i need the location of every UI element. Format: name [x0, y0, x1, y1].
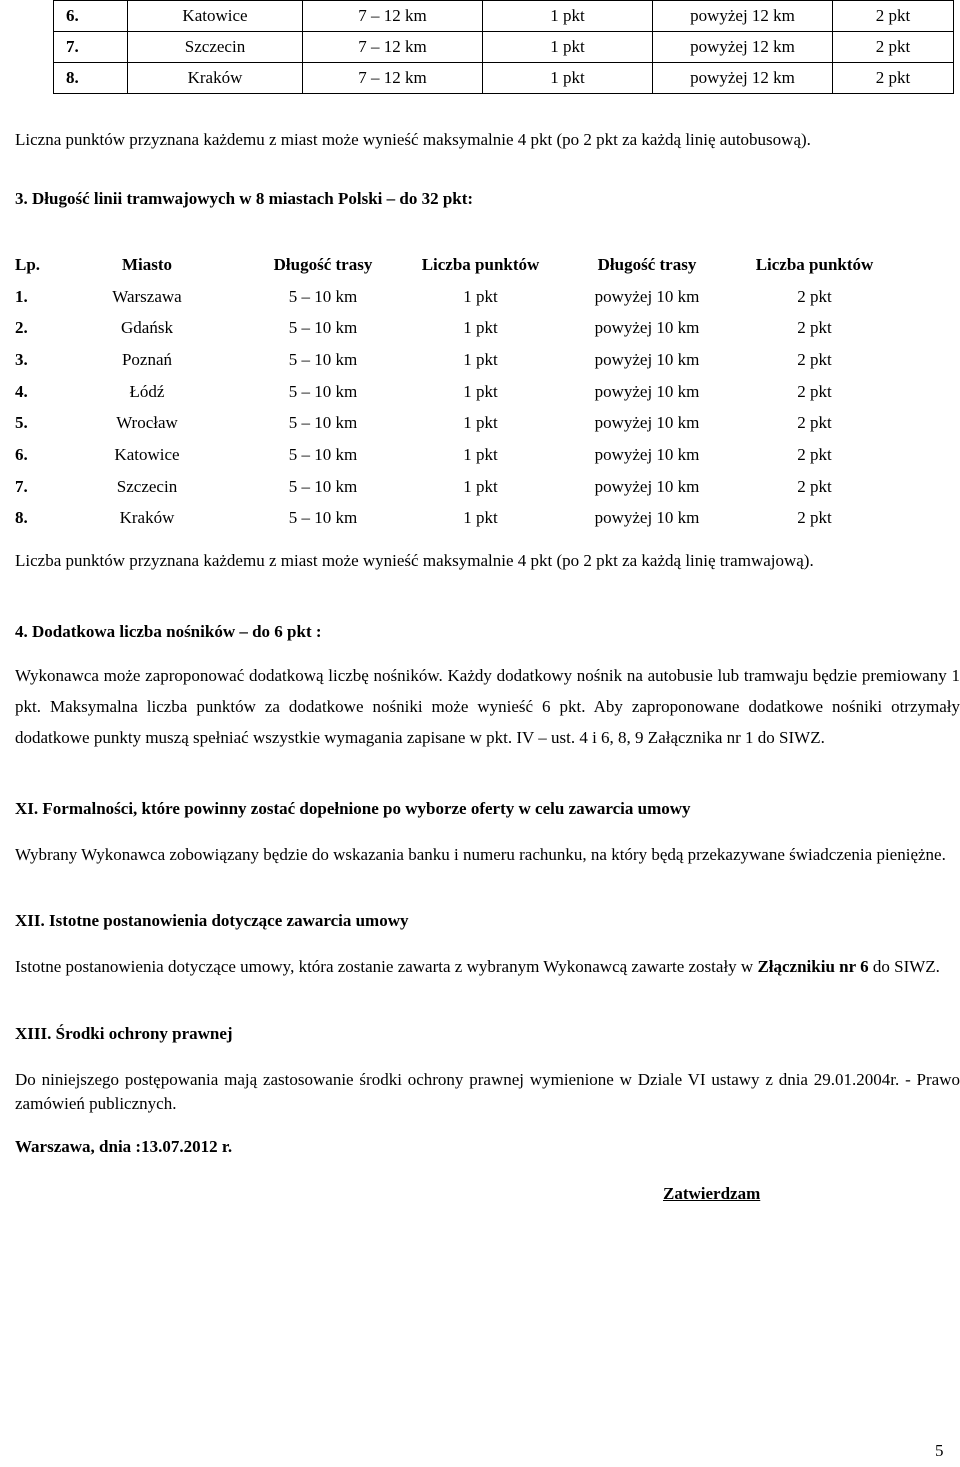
section-3-heading: 3. Długość linii tramwajowych w 8 miastach Polski – do 32 pkt: — [15, 189, 474, 208]
approval-label: Zatwierdzam — [663, 1184, 761, 1203]
cell-city: Szczecin — [116, 476, 178, 496]
section-4-text: Wykonawca może zaproponować dodatkową liczbę nośników. Każdy dodatkowy nośnik na autobusie lub tramwaju będzie premiowany 1 pkt. Maksymalna liczba punktów za dodatkowe nośniki może wynieść 6 pkt. Aby zaproponowane dodatkowe nośniki otrzymały dodatkowe punkty muszą spełniać wszystkie wymagania zapisane w pkt. IV – ust. 4 i 6, 8, 9 Załącznika nr 1 do SIWZ. — [15, 666, 960, 747]
cell-lp: 7. — [15, 476, 28, 496]
cell-len2: powyżej 10 km — [594, 381, 700, 401]
cell-len1: 7 – 12 km — [303, 63, 483, 94]
cell-len2: powyżej 10 km — [594, 508, 700, 528]
cell-pts2: 2 pkt — [797, 508, 832, 528]
cell-lp: 5. — [15, 413, 28, 433]
table-row — [13, 503, 893, 535]
cell-pts2: 2 pkt — [797, 286, 832, 306]
cell-city: Warszawa — [112, 286, 182, 306]
cell-lp: 3. — [15, 349, 28, 369]
cell-pts1: 1 pkt — [483, 32, 653, 63]
cell-len1: 5 – 10 km — [288, 444, 358, 464]
table-row — [13, 344, 893, 376]
cell-pts2: 2 pkt — [797, 413, 832, 433]
cell-lp: 1. — [15, 286, 28, 306]
cell-pts1: 1 pkt — [463, 318, 498, 338]
cell-len1: 5 – 10 km — [288, 476, 358, 496]
cell-city: Szczecin — [128, 32, 303, 63]
column-header: Lp. — [15, 254, 41, 274]
cell-city: Łódź — [129, 381, 165, 401]
cell-pts1: 1 pkt — [463, 508, 498, 528]
column-header: Liczba punktów — [755, 254, 874, 274]
bus-lines-table-tail — [53, 0, 954, 94]
section-11-heading: XI. Formalności, które powinny zostać dopełnione po wyborze oferty w celu zawarcia umowy — [15, 799, 691, 818]
cell-len2: powyżej 10 km — [594, 476, 700, 496]
column-header: Długość trasy — [597, 254, 697, 274]
cell-lp: 4. — [15, 381, 28, 401]
cell-city: Katowice — [114, 444, 180, 464]
section-13-heading: XIII. Środki ochrony prawnej — [15, 1024, 233, 1043]
cell-pts2: 2 pkt — [797, 381, 832, 401]
cell-pts2: 2 pkt — [833, 1, 954, 32]
section-4-heading: 4. Dodatkowa liczba nośników – do 6 pkt : — [15, 622, 322, 641]
tram-points-note: Liczba punktów przyznana każdemu z miast może wynieść maksymalnie 4 pkt (po 2 pkt za każdą linię tramwajową). — [15, 551, 814, 570]
cell-len2: powyżej 12 km — [653, 32, 833, 63]
cell-city: Kraków — [119, 508, 175, 528]
section-11-text: Wybrany Wykonawca zobowiązany będzie do wskazania banku i numeru rachunku, na który będą przekazywane świadczenia pieniężne. — [15, 845, 946, 864]
column-header: Liczba punktów — [421, 254, 540, 274]
table-row — [54, 63, 954, 94]
cell-len1: 5 – 10 km — [288, 286, 358, 306]
cell-pts2: 2 pkt — [797, 444, 832, 464]
cell-len1: 5 – 10 km — [288, 508, 358, 528]
cell-pts2: 2 pkt — [797, 349, 832, 369]
tram-lines-table — [13, 249, 893, 534]
cell-lp: 7. — [54, 32, 128, 63]
cell-lp: 8. — [15, 508, 28, 528]
cell-pts1: 1 pkt — [483, 63, 653, 94]
table-row — [13, 439, 893, 471]
cell-lp: 6. — [15, 444, 28, 464]
cell-pts2: 2 pkt — [833, 32, 954, 63]
cell-pts1: 1 pkt — [463, 349, 498, 369]
table-row — [54, 1, 954, 32]
column-header: Miasto — [121, 254, 173, 274]
table-row — [13, 312, 893, 344]
section-12-text: Istotne postanowienia dotyczące umowy, która zostanie zawarta z wybranym Wykonawcą zawarte zostały w Złącznikiu nr 6 do SIWZ. — [15, 957, 940, 976]
cell-city: Wrocław — [116, 413, 178, 433]
table-row — [13, 281, 893, 313]
cell-len2: powyżej 12 km — [653, 1, 833, 32]
cell-len1: 5 – 10 km — [288, 349, 358, 369]
cell-len1: 5 – 10 km — [288, 381, 358, 401]
cell-city: Katowice — [128, 1, 303, 32]
cell-lp: 2. — [15, 318, 28, 338]
cell-len1: 5 – 10 km — [288, 318, 358, 338]
cell-city: Kraków — [128, 63, 303, 94]
cell-pts2: 2 pkt — [797, 476, 832, 496]
cell-pts1: 1 pkt — [463, 413, 498, 433]
table-row — [13, 407, 893, 439]
column-header: Długość trasy — [273, 254, 373, 274]
cell-pts1: 1 pkt — [463, 476, 498, 496]
table-row — [13, 376, 893, 408]
cell-len2: powyżej 10 km — [594, 349, 700, 369]
table-row — [13, 471, 893, 503]
cell-len1: 7 – 12 km — [303, 1, 483, 32]
cell-pts2: 2 pkt — [797, 318, 832, 338]
cell-city: Gdańsk — [121, 318, 173, 338]
cell-pts1: 1 pkt — [463, 381, 498, 401]
section-13-text: Do niniejszego postępowania mają zastosowanie środki ochrony prawnej wymienione w Dziale VI ustawy z dnia 29.01.2004r. - Prawo zamówień publicznych. — [15, 1070, 960, 1113]
cell-len2: powyżej 10 km — [594, 286, 700, 306]
table-row — [54, 32, 954, 63]
cell-len1: 7 – 12 km — [303, 32, 483, 63]
cell-pts2: 2 pkt — [833, 63, 954, 94]
cell-lp: 6. — [54, 1, 128, 32]
table-header-row — [13, 249, 893, 281]
cell-pts1: 1 pkt — [463, 444, 498, 464]
cell-len1: 5 – 10 km — [288, 413, 358, 433]
place-and-date: Warszawa, dnia :13.07.2012 r. — [15, 1137, 233, 1156]
cell-city: Poznań — [121, 349, 173, 369]
page-number: 5 — [935, 1441, 944, 1460]
cell-len2: powyżej 10 km — [594, 444, 700, 464]
cell-pts1: 1 pkt — [463, 286, 498, 306]
cell-pts1: 1 pkt — [483, 1, 653, 32]
cell-len2: powyżej 10 km — [594, 318, 700, 338]
cell-len2: powyżej 12 km — [653, 63, 833, 94]
section-12-heading: XII. Istotne postanowienia dotyczące zawarcia umowy — [15, 911, 409, 930]
cell-len2: powyżej 10 km — [594, 413, 700, 433]
cell-lp: 8. — [54, 63, 128, 94]
bus-points-note: Liczna punktów przyznana każdemu z miast może wynieść maksymalnie 4 pkt (po 2 pkt za każdą linię autobusową). — [15, 130, 811, 149]
